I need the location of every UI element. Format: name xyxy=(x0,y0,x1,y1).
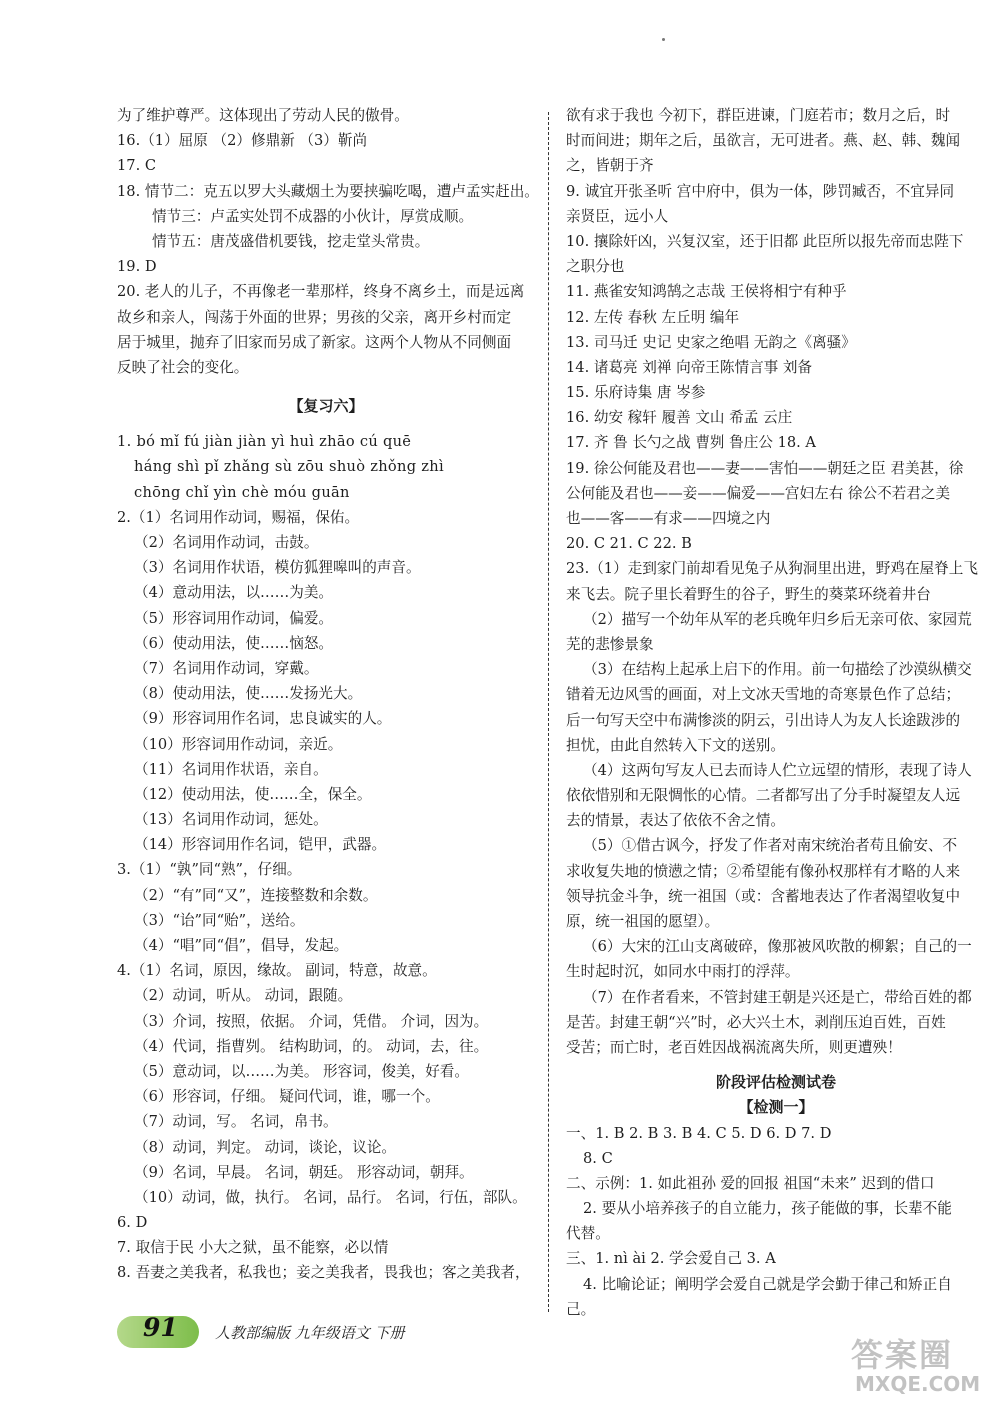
section-title: 阶段评估检测试卷 xyxy=(715,1073,836,1092)
text-line: 依依惜别和无限惆怅的心情。二者都写出了分手时凝望友人远 xyxy=(566,787,961,805)
column-divider xyxy=(548,112,549,1312)
answer-3-line: （3）“诒”同“贻”，送给。 xyxy=(134,911,305,929)
text-line: 故乡和亲人，闯荡于外面的世界；男孩的父亲，离开乡村而定 xyxy=(117,308,512,326)
answer-20: 20. C 21. C 22. B xyxy=(566,535,692,553)
answer-14: 14. 诸葛亮 刘禅 向帝王陈情言事 刘备 xyxy=(566,358,813,376)
answer-18-line: 情节三：卢孟实处罚不成器的小伙计，厚赏成顺。 xyxy=(152,207,474,225)
answer-2-line: （11）名词用作状语，亲自。 xyxy=(134,760,328,778)
text-line: 后一句写天空中布满惨淡的阴云，引出诗人为友人长途跋涉的 xyxy=(566,711,961,729)
text-line: 错着无边风雪的画面，对上文冰天雪地的奇寒景色作了总结； xyxy=(566,686,961,704)
answer-2: 2.（1）名词用作动词，赐福，保佑。 xyxy=(117,508,360,526)
watermark xyxy=(845,1330,995,1405)
answer-4-line: （4）代词，指曹刿。 结构助词，的。 动词，去，往。 xyxy=(134,1037,489,1055)
part-1-line: 8. C xyxy=(583,1149,613,1167)
answer-23-line: （7）在作者看来，不管封建王朝是兴还是亡，带给百姓的都 xyxy=(583,988,972,1006)
pinyin-line: háng shì pǐ zhǎng sù zōu shuò zhǒng zhì xyxy=(134,458,444,476)
answer-4-line: （2）动词，听从。 动词，跟随。 xyxy=(134,987,353,1005)
answer-16: 16. 幼安 稼轩 履善 文山 希孟 云庄 xyxy=(566,409,793,427)
left-column xyxy=(117,103,539,1286)
answer-2-line: （3）名词用作状语，模仿狐狸嗥叫的声音。 xyxy=(134,559,421,577)
answer-23-line: （3）在结构上起承上启下的作用。前一句描绘了沙漠纵横交 xyxy=(583,661,972,679)
answer-2-line: （4）意动用法，以……为美。 xyxy=(134,584,334,602)
answer-4-line: （6）形容词，仔细。 疑问代词，谁，哪一个。 xyxy=(134,1088,440,1106)
answer-4-line: （9）名词，早晨。 名词，朝廷。 形容动词，朝拜。 xyxy=(134,1163,474,1181)
answer-2-line: （7）名词用作动词，穿戴。 xyxy=(134,659,319,677)
text-line: 为了维护尊严。这体现出了劳动人民的傲骨。 xyxy=(117,107,409,124)
text-line: 代替。 xyxy=(566,1225,610,1243)
text-line: 芜的悲惨景象 xyxy=(566,635,654,653)
text-line: 也——客——有求——四境之内 xyxy=(566,510,771,527)
answer-7: 7. 取信于民 小大之狱，虽不能察，必以情 xyxy=(117,1239,389,1257)
answer-23-line: （5）①借古讽今，抒发了作者对南宋统治者苟且偷安、不 xyxy=(583,837,958,855)
book-info: 人教部编版 九年级语文 下册 xyxy=(215,1324,405,1342)
answer-2-line: （5）形容词用作动词，偏爱。 xyxy=(134,609,334,627)
text-line: 反映了社会的变化。 xyxy=(117,358,249,376)
answer-2-line: （8）使动用法，使……发扬光大。 xyxy=(134,685,363,703)
answer-18-line: 情节五：唐茂盛借机要钱，挖走堂头常贵。 xyxy=(152,232,430,250)
text-line: 时而间进；期年之后，虽欲言，无可进者。燕、赵、韩、魏闻 xyxy=(566,132,961,150)
answer-23-line: （2）描写一个幼年从军的老兵晚年归乡后无亲可依、家园荒 xyxy=(583,610,972,628)
text-line: 欲有求于我也 今初下，群臣进谏，门庭若市；数月之后，时 xyxy=(566,107,951,124)
answer-16: 16.（1）屈原 （2）修鼎新 （3）靳尚 xyxy=(117,132,368,150)
answer-23-line: （4）这两句写友人已去而诗人伫立远望的情形，表现了诗人 xyxy=(583,761,972,779)
section-heading: 【复习六】 xyxy=(288,397,364,416)
part-3-line: 4. 比喻论证；阐明学会爱自己就是学会勤于律己和矫正自 xyxy=(583,1275,952,1293)
text-line: 受苦；而亡时，老百姓因战祸流离失所，则更遭殃！ xyxy=(566,1038,902,1056)
answer-2-line: （9）形容词用作名词，忠良诚实的人。 xyxy=(134,710,392,728)
answer-2-line: （10）形容词用作动词，亲近。 xyxy=(134,735,343,753)
answer-3-line: （4）“唱”同“倡”，倡导，发起。 xyxy=(134,937,349,954)
answer-23: 23.（1）走到家门前却看见兔子从狗洞里出进，野鸡在屋脊上飞 xyxy=(566,560,978,578)
text-line: 居于城里，抛弃了旧家而另成了新家。这两个人物从不同侧面 xyxy=(117,333,512,351)
subsection-title: 【检测一】 xyxy=(738,1098,814,1117)
pinyin-line: 1. bó mǐ fú jiàn jiàn yì huì zhāo cú quē xyxy=(117,433,412,451)
answer-2-line: （14）形容词用作名词，铠甲，武器。 xyxy=(134,836,387,854)
answer-2-line: （12）使动用法，使……全，保全。 xyxy=(134,785,372,803)
text-line: 来飞去。院子里长着野生的谷子，野生的葵菜环绕着井台 xyxy=(566,585,931,603)
text-line: 担忧，由此自然转入下文的送别。 xyxy=(566,736,785,754)
answer-3: 3.（1）“孰”同“熟”，仔细。 xyxy=(117,861,302,879)
text-line: 公何能及君也——妾——偏爱——宫妇左右 徐公不若君之美 xyxy=(566,484,951,502)
part-1: 一、1. B 2. B 3. B 4. C 5. D 6. D 7. D xyxy=(566,1124,832,1142)
text-line: 之职分也 xyxy=(566,258,625,276)
text-line: 去的情景，表达了依依不舍之情。 xyxy=(566,812,785,830)
answer-4-line: （10）动词，做，执行。 名词，品行。 名词，行伍，部队。 xyxy=(134,1188,527,1206)
text-line: 原，统一祖国的愿望）。 xyxy=(566,913,720,930)
page-footer xyxy=(117,1313,457,1350)
answer-18: 18. 情节二：克五以罗大头藏烟土为要挟骗吃喝，遭卢孟实赶出。 xyxy=(117,182,539,200)
answer-4-line: （5）意动词，以……为美。 形容词，俊美，好看。 xyxy=(134,1062,469,1080)
pinyin-line: chōng chǐ yìn chè móu guān xyxy=(134,483,350,501)
answer-17: 17. 齐 鲁 长勺之战 曹刿 鲁庄公 18. A xyxy=(566,434,816,452)
answer-4-line: （3）介词，按照，依据。 介词，凭借。 介词，因为。 xyxy=(134,1012,489,1030)
answer-9: 9. 诚宜开张圣听 宫中府中，俱为一体，陟罚臧否，不宜异同 xyxy=(566,182,955,200)
answer-17: 17. C xyxy=(117,157,157,175)
text-line: 领导抗金斗争，统一祖国（或：含蓄地表达了作者渴望收复中 xyxy=(566,887,961,905)
part-3: 三、1. nì ài 2. 学会爱自己 3. A xyxy=(566,1250,776,1268)
text-line: 亲贤臣，远小人 xyxy=(566,207,669,225)
text-line: 生时起时沉，如同水中雨打的浮萍。 xyxy=(566,963,800,981)
text-line: 之，皆朝于齐 xyxy=(566,157,654,175)
text-line: 己。 xyxy=(566,1300,596,1318)
answer-8: 8. 吾妻之美我者，私我也；妾之美我者，畏我也；客之美我者， xyxy=(117,1264,530,1282)
answer-13: 13. 司马迁 史记 史家之绝唱 无韵之《离骚》 xyxy=(566,333,856,351)
answer-15: 15. 乐府诗集 唐 岑参 xyxy=(566,384,706,402)
answer-2-line: （13）名词用作动词，惩处。 xyxy=(134,811,328,829)
answer-12: 12. 左传 春秋 左丘明 编年 xyxy=(566,308,740,326)
answer-23-line: （6）大宋的江山支离破碎，像那被风吹散的柳絮；自己的一 xyxy=(583,938,972,956)
answer-20: 20. 老人的儿子，不再像老一辈那样，终身不离乡土，而是远离 xyxy=(117,283,525,301)
answer-11: 11. 燕雀安知鸿鹄之志哉 王侯将相宁有种乎 xyxy=(566,283,847,301)
scan-dot xyxy=(662,38,665,41)
answer-4-line: （7）动词，写。 名词，帛书。 xyxy=(134,1113,338,1131)
page-number: 91 xyxy=(143,1313,178,1342)
text-line: 求收复失地的愤懑之情；②希望能有像孙权那样有才略的人来 xyxy=(566,862,961,880)
answer-6: 6. D xyxy=(117,1214,148,1232)
answer-4-line: （8）动词，判定。 动词，谈论，议论。 xyxy=(134,1138,397,1156)
text-line: 是苦。封建王朝“兴”时，必大兴土木，剥削压迫百姓，百姓 xyxy=(566,1013,946,1031)
answer-19: 19. 徐公何能及君也——妻——害怕——朝廷之臣 君美甚，徐 xyxy=(566,459,964,477)
watermark-url: MXQE.COM xyxy=(855,1372,981,1396)
answer-10: 10. 攘除奸凶，兴复汉室，还于旧都 此臣所以报先帝而忠陛下 xyxy=(566,232,964,250)
part-2-line: 2. 要从小培养孩子的自立能力，孩子能做的事，长辈不能 xyxy=(583,1200,952,1218)
answer-4: 4.（1）名词，原因，缘故。 副词，特意，故意。 xyxy=(117,962,437,980)
watermark-logo: 答案圈 xyxy=(851,1336,954,1374)
answer-19: 19. D xyxy=(117,258,157,276)
answer-2-line: （2）名词用作动词，击鼓。 xyxy=(134,534,319,551)
right-column xyxy=(566,103,986,1322)
part-2: 二、示例：1. 如此祖孙 爱的回报 祖国“未来” 迟到的借口 xyxy=(566,1174,935,1192)
answer-3-line: （2）“有”同“又”，连接整数和余数。 xyxy=(134,886,378,904)
answer-2-line: （6）使动用法，使……恼怒。 xyxy=(134,634,334,652)
